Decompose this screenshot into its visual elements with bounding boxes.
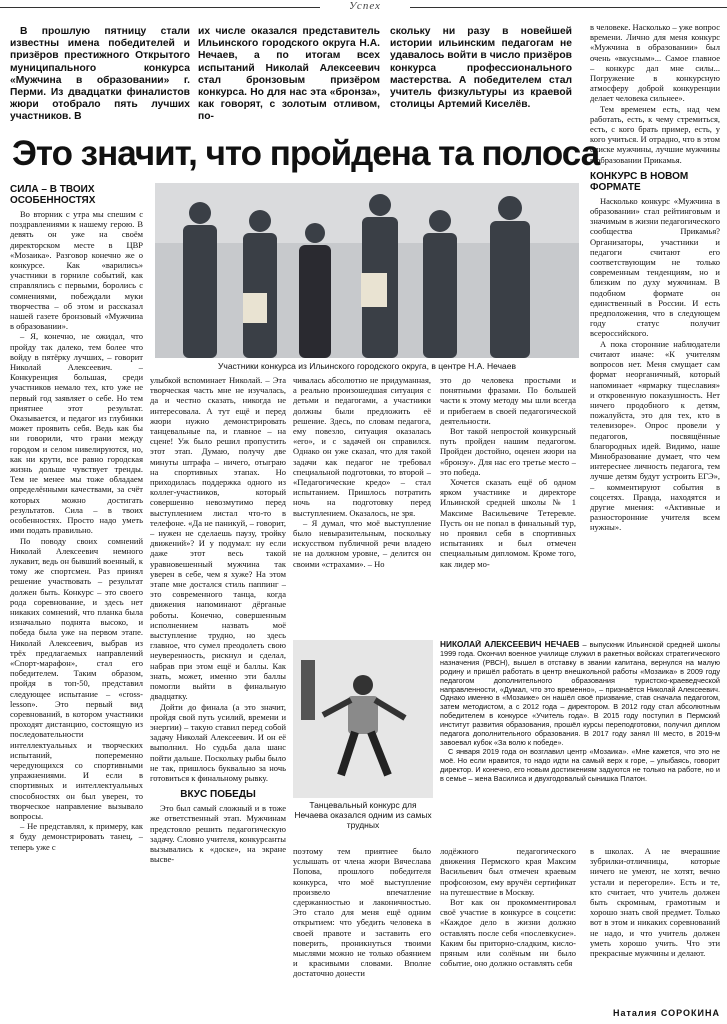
headline: Это значит, что пройдена та полоса	[12, 134, 600, 173]
text-col-2: улыбкой вспоминает Николай. – Эта творческая часть мне не изучалась, да и честно сказать, никогда не интересовала. А тут ещё и перед жюри нужно демонстрировать танцевальные па, и главное – на сцене! Уж было решил пропустить этот этап. Думаю, получу две минуты штрафа – ничего, отыграю на спортивных этапах. Но приходилась поддержка одного из коллег-участников, который совершенно невозмутимо перед выступлением листал что-то в телефоне. «Да не паникуй, – говорит, – нужен не сделаешь паузу, тройку движений»? И у подумал: ну если даже этот весь такой уравновешенный мужчина так уверен в себе, чем я хуже? На этом этапе мне достался стиль паппинг – это современного танца, когда движения напоминают дёрганые роботы. Конечно, совершенным исполнением назвать моё выступление трудно, но здесь главное, что сумел преодолеть свою неуверенность, рискнул и сделал, набрав при этом ещё и баллы. Как знать, может, именно эти баллы помогли выйти в финальную двадцатку. Дойти до финала (а это значит, пройдя свой путь усилий, времени и энергии) – такую ставил перед собой задачу Николай Алексеевич. И он её выполнил. Но судьба дала шанс пойти дальше. Поскольку рыбы было не так, пришлось буквально за ночь готовиться к финальному рывку. ВКУС ПОБЕДЫ Это был самый сложный и в тоже же ответственный этап. Мужчинам предстояло решить педагогическую задачу. Словно учителя, конкурсанты вызывались к «доске», на экране высве-	[150, 375, 286, 865]
bio-text: – выпускник Ильинской средней школы 1999 года. Окончил военное училище служил в ракетных войсках стратегического назначения (РВСН), вышел в отставку в звании капитана, вернулся на малую родину и пришёл работать в центр внешкольной работы «Мозаика» в 2009 году педагогом дополнительного образования туристско-краеведческой направленности, «Думал, что это временно», – признаётся Николай Алексеевич. Однако именно в «Мозаике» он нашёл своё призвание, став сначала педагогом, затем методистом, а с 2012 года – директором. В 2012 году стал абсолютным победителем в конкурсе «Учитель года». В 2015 году поступил в Пермский институт развития образования, прошёл курсы переподготовки, получил диплом педагога дополнительного образования. В 2017 году занял III место, в 2019-м завоевал кубок «За волю к победе».	[440, 640, 720, 747]
section-heading-2: КОНКУРС В НОВОМ ФОРМАТЕ	[590, 170, 689, 193]
lead-col-3: скольку ни разу в новейшей истории ильинским педагогам не удавалось войти в число призёров конкурса профессионального мастерства. А победителем стал учитель физкультуры из краевой столицы Артемий Киселёв.	[390, 26, 572, 111]
dance-photo-caption: Танцевальный конкурс для Нечаева оказался одним из самых трудных	[294, 800, 432, 830]
main-photo	[155, 183, 579, 358]
section-tag: Успех	[349, 0, 381, 12]
author-signature: Наталия СОРОКИНА	[612, 1008, 720, 1018]
text-col-3-bottom: поэтому тем приятнее было услышать от члена жюри Вячеслава Попова, прошлого победителя конкурса, что моё выступление произвело впечатление сдержанностью и лаконичностью. Это стало для меня ещё одним открытием: что убедить человека в своей правоте и заставить его поверить, проникнуться твоими мыслями можно не только обаянием и красивыми словами. Вполне достаточно донести	[293, 846, 431, 979]
bio-text-2: С января 2019 года он возглавил центр «Мозаика». «Мне кажется, что это не моё. Но если нравится, то надо идти на самый верх к горе, – улыбаясь, говорит директор. И конечно, его новым достижениям задуются не только на работе, но и в семье – жена Василиса и двухгодовалый сынишка Платон.	[440, 746, 720, 783]
text-col-1: СИЛА – В ТВОИХ ОСОБЕННОСТЯХ Во вторник с утра мы спешим с поздравлениями к нашему герою. В девять он уже на своём директорском месте в ЦВР «Мозаика». Разговор конечно же о конкурсе. Как «варились» участники в горниле событий, как справлялись с первыми, боролись с сомнениями, побеждали муки творчества – об этом и рассказал нашей газете бронзовый «Мужчина в образовании». – Я, конечно, не ожидал, что пройду так далеко, тем более что войду в пятёрку лучших, – говорит Николай Алексеевич. – Конкуренция большая, среди участников немало тех, кто уже не первый год заявляет о себе. Но тем приятнее этот результат. Оказывается, и педагог из глубинки может проявить себя. Ведь как бы ни говорили, что грани между городом и селом нивелируются, но, как ни крути, все равно городская жизнь дольше чувствует тренды. Тем не менее мы тоже обладаем определёнными качествами, за счёт которых можно достигать результатов. Сила – в твоих особенностях. Просто надо уметь ими подать правильно. По поводу своих сомнений Николай Алексеевич немного лукавит, ведь он бывший военный, к тому же спортсмен. Раз принял решение участвовать – результат должен быть. Конкурс – это своего рода соревнование, и здесь нет никаких сомнений, что планка была изначально поднята высоко, и победа была уже на первом этапе. Николай Алексеевич, выбрав из трёх предлагаемых направлений «Спорт-марафон», стал его победителем. Таким образом, пройдя в топ-50, представил следующее испытание – «cross-lesson». Это первый вид соревнований, в котором участники проходят дистанцию, состоящую из последовательности интеллектуальных и творческих испытаний, попеременно чередующихся со спортивными упражнениями. И если в спортивных и интеллектуальных способностях он был уверен, то творческое направление вызывало вопросы. – Не представлял, к примеру, как я буду демонстрировать танец, – теперь уже с	[10, 184, 143, 852]
text-col-4-bottom: лодёжного педагогического движения Пермского края Максим Васильевич был отмечен краевым профсоюзом, ему вручён сертификат на путешествие в Москву. Вот как он прокомментировал своё участие в конкурсе в соцсети: «Каждое дело в жизни должно оставлять после себя «послевкусие». Каким бы приторно-сладким, кисло-пряным или солёным ни было событие, оно должно оставлять себя	[440, 846, 576, 969]
section-heading-3: ВКУС ПОБЕДЫ	[180, 789, 256, 801]
text-col-3-top: чивалась абсолютно не придуманная, а реально произошедшая ситуация с детьми и педагогами, а участники должны были предложить её решение. Здесь, по словам педагога, ему повезло, ситуация оказалась «его», и с задачей он справился. Однако он уже сказал, что для такой задачи как педагог не требовал специальной подготовки, то второй – «Педагогические кредо» – стал испытанием. Пришлось потратить ночь на подготовку перед выступлением. Оказалось, не зря. – Я думал, что моё выступление было невыразительным, поскольку искусством публичной речи владею не на должном уровне, – делится он своими «страхами». – Но	[293, 375, 431, 569]
text-col-5-top: в человеке. Насколько – уже вопрос времени. Лично для меня конкурс «Мужчина в образовании» был очень «вкусным»... Самое главное – конкурс дал мне силы... Погружение в конкурсную атмосферу доброй конкуренции делает человека сильнее». Тем временем есть, над чем работать, есть, к чему стремиться, есть, с кого брать пример, есть, у кого учиться. И отрадно, что в этом списке мужчины, лучшие мужчины в образовании Прикамья. КОНКУРС В НОВОМ ФОРМАТЕ Насколько конкурс «Мужчина в образовании» стал рейтинговым и значимым в жизни педагогического сообщества Прикамья? Организаторы, участники и педагоги считают его соответствующим не только современным тенденциям, но и близким по духу мужчинам. В подобном формате он единственный в России. И есть предположения, что в следующем году статус получит всероссийского. А пока сторонние наблюдатели считают иначе: «К учителям вопросов нет. Меня смущает сам формат неорганичный, который напоминает «ярмарку тщеславия» и откровенную показушность. Нет ничего продобного к детям, пожалуйста, это для тех, кто в телевизоре». Опрос провели у педагогов, посвящённые благородных идей. Видимо, наше Минобразование думает, что чем интереснее личность педагога, тем лучше детям будут устроить ЕГЭ», – комментируют события в соцсетях. Правда, находятся и другие мнения: «Активные и разносторонние учителя всем нужны».	[590, 22, 720, 533]
bio-box	[440, 640, 720, 822]
header-rule-right	[410, 7, 727, 8]
lead-col-1: В прошлую пятницу стали известны имена победителей и призёров престижного Открытого муниципального конкурса «Мужчина в образовании» г. Перми. Из двадцатки финалистов жюри отобрало пять лучших участников. В	[10, 26, 190, 123]
section-heading-1: СИЛА – В ТВОИХ ОСОБЕННОСТЯХ	[10, 184, 96, 206]
lead-col-2: их числе оказался представитель Ильинского городского округа Н.А. Нечаев, а по итогам всех испытаний Николай Алексеевич стал бронзовым призёром конкурса. Но для нас эта «бронза», как говорят, с золотым отливом, по-	[198, 26, 380, 123]
bio-name: НИКОЛАЙ АЛЕКСЕЕВИЧ НЕЧАЕВ	[440, 640, 580, 649]
text-col-4-top: это до человека простыми и понятными фразами. По большей части к этому методу мы шли всегда и прибегаем в своей педагогической деятельности. Вот такой непростой конкурсный путь пройден нашим педагогом. Пройден достойно, оценен жюри на «бронзу». Для нас его третье место – это победа. Хочется сказать ещё об одном ярком участнике и директоре Ильинской средней школы № 1 Максиме Васильевиче Тетеревле. Пусть он не попал в финальный тур, но проявил себя в спортивных испытаниях и был отмечен специальным дипломом. Кроме того, как лидер мо-	[440, 375, 576, 569]
dance-photo	[293, 640, 433, 798]
header-rule-left	[0, 7, 320, 8]
group-photo-illustration	[155, 183, 579, 358]
main-photo-caption: Участники конкурса из Ильинского городского округа, в центре Н.А. Нечаев	[218, 361, 516, 371]
dancer-illustration	[293, 640, 433, 798]
text-col-5-bottom: в школах. А не вчерашние зубрилки-отличницы, которые ничего не умеют, не хотят, вечно устали и перегорели». Есть и те, кто считает, что учитель должен быть скромным, грамотным и хорошо знать свой предмет. Только вот в этом и никаких соревнований не надо, и что учитель должен уметь хорошо учить. Что эти прекрасные мужчины и делают.	[590, 846, 720, 959]
